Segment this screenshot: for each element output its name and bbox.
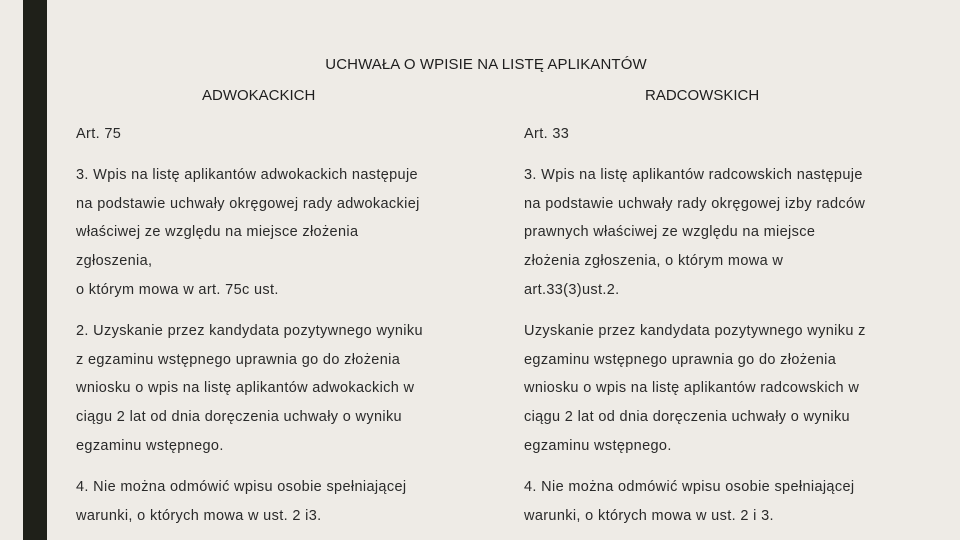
- text-line: o którym mowa w art. 75c ust.: [76, 281, 279, 298]
- right-paragraph-4: [524, 473, 954, 531]
- text-line: 4. Nie można odmówić wpisu osobie spełniającej: [524, 478, 855, 495]
- text-line: złożenia zgłoszenia, o którym mowa w: [524, 253, 784, 270]
- text-line: warunki, o których mowa w ust. 2 i 3.: [524, 507, 774, 524]
- text-line: egzaminu wstępnego.: [76, 437, 224, 454]
- text-line: egzaminu wstępnego uprawnia go do złożenia: [524, 351, 837, 368]
- text-line: 3. Wpis na listę aplikantów radcowskich następuje: [524, 166, 863, 183]
- right-paragraph-2: [524, 317, 954, 461]
- text-line: wniosku o wpis na listę aplikantów radcowskich w: [524, 380, 860, 397]
- text-line: art.33(3)ust.2.: [524, 281, 620, 298]
- text-line: ciągu 2 lat od dnia doręczenia uchwały o wyniku: [76, 409, 402, 426]
- document-title: UCHWAŁA O WPISIE NA LISTĘ APLIKANTÓW: [325, 56, 647, 73]
- text-line: na podstawie uchwały okręgowej rady adwokackiej: [76, 195, 420, 212]
- text-line: 3. Wpis na listę aplikantów adwokackich następuje: [76, 166, 418, 183]
- right-paragraph-3: [524, 161, 954, 305]
- text-line: 2. Uzyskanie przez kandydata pozytywnego wyniku: [76, 322, 423, 339]
- text-line: Uzyskanie przez kandydata pozytywnego wyniku z: [524, 322, 866, 339]
- left-paragraph-3: [76, 161, 506, 305]
- right-column-heading: RADCOWSKICH: [645, 87, 760, 104]
- text-line: 4. Nie można odmówić wpisu osobie spełniającej: [76, 478, 407, 495]
- left-accent-bar: [23, 0, 47, 540]
- left-paragraph-4: [76, 473, 506, 531]
- right-column: [524, 120, 954, 530]
- text-line: z egzaminu wstępnego uprawnia go do złożenia: [76, 351, 401, 368]
- text-line: na podstawie uchwały rady okręgowej izby radców: [524, 195, 866, 212]
- text-line: prawnych właściwej ze względu na miejsce: [524, 224, 816, 241]
- text-line: wniosku o wpis na listę aplikantów adwokackich w: [76, 380, 415, 397]
- text-line: zgłoszenia,: [76, 253, 153, 270]
- left-column-heading: ADWOKACKICH: [202, 87, 316, 104]
- right-article: Art. 33: [524, 126, 570, 142]
- text-line: egzaminu wstępnego.: [524, 437, 672, 454]
- text-line: ciągu 2 lat od dnia doręczenia uchwały o wyniku: [524, 409, 850, 426]
- text-line: warunki, o których mowa w ust. 2 i3.: [76, 507, 322, 524]
- left-paragraph-2: [76, 317, 506, 461]
- left-column: [76, 120, 506, 530]
- text-line: właściwej ze względu na miejsce złożenia: [76, 224, 359, 241]
- left-article: Art. 75: [76, 126, 122, 142]
